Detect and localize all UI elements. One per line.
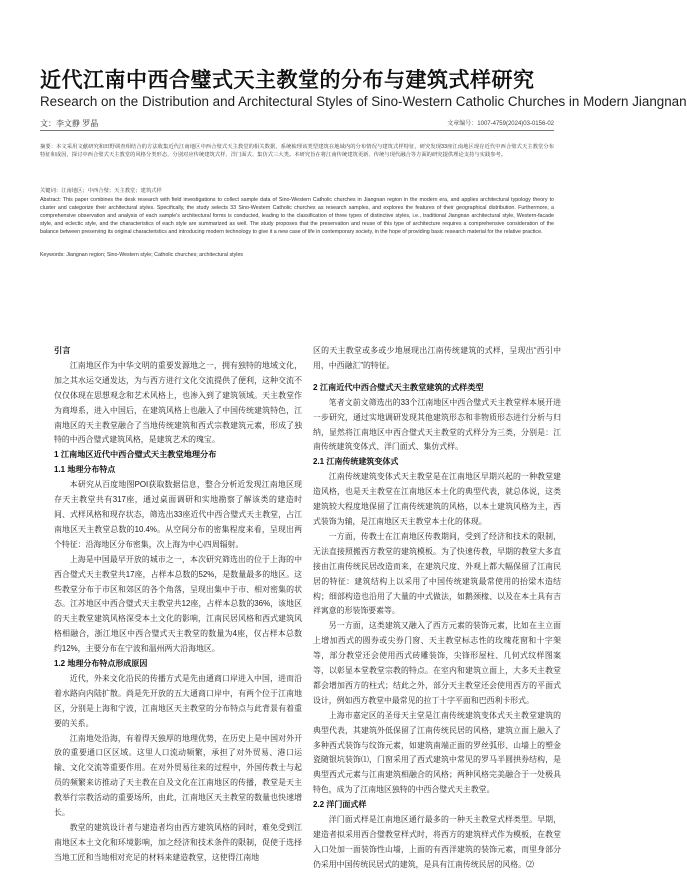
body-right-column (313, 344, 561, 873)
keywords-chinese: 关键词：江南地区；中西合璧；天主教堂；建筑式样 (40, 188, 162, 194)
header-rule (40, 130, 554, 131)
paragraph-2-1-d: 上海市嘉定区的圣母天主堂是江南传统建筑变体式天主教堂建筑的典型代表，其建筑外低保留了江南传统民居的风格，建筑立面上融入了多种西式装饰与纹饰元素，如建筑南端正面的罗丝弧形、山墙上的塑金瓷随银坑装饰⑴，门窗采用了西式建筑中常见的罗马半圆拱券结构，是典型西式元素与江南建筑相融合的风格；两种风格完美融合于一处极具特色，成为了江南地区独特的中西合璧式天主教堂。 (313, 710, 561, 795)
paragraph-2-1-c: 另一方面，这类建筑又融入了西方元素的装饰元素，比如在主立面上增加西式的圆券或尖券门窗、天主教堂标志性的玫瑰花窗和十字架等，部分教堂还会使用西式砖雕装饰，尖锋形屋柱、几何式纹样图案等，以彰显本堂教堂宗教的特点。在室内和建筑立面上，大多天主教堂都会增加西方的柱式；结此之外，部分天主教堂还会使用西方的平面式设计，例如西方教堂中最常见的拉丁十字平面和巴西利卡形式。 (313, 621, 561, 705)
heading-section-2-2: 2.2 洋门面式样 (313, 800, 367, 810)
paragraph-1-2-c: 教堂的建筑设计者与建造者均由西方建筑风格的同时，难免受到江南地区本土文化和环境影响，加之经济和技术条件的限制，促使于选择当地工匠和当地相对充足的材料来建造教堂，这使得江南地 (54, 823, 302, 862)
heading-section-1: 1 江南地区近代中西合璧式天主教堂地理分布 (54, 450, 217, 460)
heading-section-2-1: 2.1 江南传统建筑变体式 (313, 457, 399, 467)
paragraph-1-2-b: 江南地处沿海，有着得天独厚的地理优势，在历史上是中国对外开放的重要通口区区域。这里人口流动频繁，承担了对外贸易、港口运输、文化交流等重要作用。在对外贸易往来的过程中，外国传教士与起员的频繁来访推动了天主教在自及文化在江南地区的传播，教堂是天主教举行宗教活动的重要场所，由此，江南地区天主教堂的数量也快速增长。 (54, 733, 302, 818)
article-id: 文章编号：1007-4759(2024)03-0156-02 (447, 121, 554, 127)
paragraph-2-1-a: 江南传统建筑变体式天主教堂是在江南地区早期兴起的一种教堂建造风格，也是天主教堂在江南地区本土化的典型代表，就总体说，这类建筑较大程度地保留了江南传统建筑的风格，以本土建筑风格为主，西式装饰为辅，是江南地区天主教堂本土化的体现。 (313, 472, 561, 526)
paragraph-1-1-b: 上海是中国最早开放的城市之一，本次研究筛选出的位于上海的中西合璧式天主教堂共17座，占样本总数的52%，是数量最多的地区。这些教堂分布于市区和郊区的各个角落，呈现出集中于市、相对密集的状态。江苏地区中西合璧式天主教堂共12座，占样本总数的36%，该地区的天主教堂建筑风格深受本土文化的影响，江南民居风格和西式建筑风格相融合，浙江地区中西合璧式天主教堂的数量为4座，仅占样本总数约12%，主要分布在宁波和温州两大沿海地区。 (54, 554, 302, 654)
paragraph-1-2-a: 近代，外来文化沿民的传播方式是先由通商口岸进入中国，进而沿着水路向内陆扩散。尚是先开放的五大通商口岸中，有两个位于江南地区，分别是上海和宁波，江南地区天主教堂的分布特点与此背景有着重要的关系。 (54, 673, 302, 728)
keywords-english: Keywords: Jiangnan region; Sino-Western style; Catholic churches; architectural styles (40, 252, 244, 258)
paragraph-2-2-a: 洋门面式样是江南地区通行最多的一种天主教堂式样类型。早期，建造者拟采用西合璧教堂样式时，将西方的建筑样式作为模板，在教堂入口处加一面装饰性山墙，上面的有西洋建筑的装饰元素，而里身部分仍采用中国传统民居式的建筑，是具有江南传统民居的风格。⑵ (313, 815, 561, 869)
paragraph-2-a: 笔者文前文筛选出的33个江南地区中西合璧式天主教堂样本展开进一步研究，通过实地调研发现其他建筑形态和非物质形态进行分析与归纳，显然将江南地区中西合璧式天主教堂的式样分为三类，分别是：江南传统建筑变体式、洋门面式、集仿式样。 (313, 397, 561, 452)
heading-section-2: 2 江南近代中西合璧式天主教堂建筑的式样类型 (313, 382, 484, 392)
paragraph-continued: 区的天主教堂或多或少地展现出江南传统建筑的式样，呈现出“西引中用，中西融汇”的特征。 (313, 346, 561, 370)
paragraph-2-1-b: 一方面，传教士在江南地区传教期间，受到了经济和技术的限制，无法直接照搬西方教堂的建筑模板。为了快速传教，早期的教堂大多直接由江南传统民居改造而来，在建筑尺度、外观上都大幅保留了江南民居的特征：建筑结构上以采用了中国传统建筑最常使用的抬梁木造结构；细部构造也沿用了大量的中式做法，如鹅颈椽、以及在本土具有吉祥寓意的形装饰要素等。 (313, 531, 561, 616)
paragraph-1-1-a: 本研究从百度地图POI获取数据信息，整合分析近发现江南地区现存天主教堂共有317座，通过桌面调研和实地勘察了解该类的建造时间、式样风格和现存状态，筛选出33座近代中西合璧式天主教堂，占江南地区天主教堂总数的10.4%。从空间分布的密集程度来看，呈现出两个特征：沿海地区分布密集，次上海为中心四周辐射。 (54, 480, 302, 549)
authors: 文：李文静 罗晶 (40, 119, 99, 128)
paper-title-chinese: 近代江南中西合璧式天主教堂的分布与建筑式样研究 (40, 69, 535, 92)
heading-introduction: 引言 (54, 346, 71, 355)
abstract-chinese: 摘要：本文采用文献研究和田野调查相结合的方法收集近代江南地区中西合璧式天主教堂的相关数据，系统梳理该类型建筑在地域内的分布情况与建筑式样特征，研究发现33座江南地区现存近代中西合璧式天主教堂分布特征和成因，探讨中西合璧式天主教堂的风格分类形态，分别对应传统建筑式样、洋门面式、集仿式三大类。本研究旨在将江南传统建筑更新、传统与现代融合等方面的研究提供理论支持与实践参考。 (40, 144, 554, 159)
heading-section-1-2: 1.2 地理分布特点形成原因 (54, 659, 148, 669)
heading-section-1-1: 1.1 地理分布特点 (54, 465, 116, 475)
paragraph-introduction: 江南地区作为中华文明的重要发源地之一，拥有独特的地域文化，加之其水运交通发达，为与西方进行文化交流提供了便利，这种交流不仅仅体现在思想观念和艺术风格上，也渗入到了建筑领域。天主教堂作为商埠系，进入中国后，在建筑风格上也融入了中国传统建筑特色，江南地区的天主教堂融合了当地传统建筑和西式宗教建筑元素，形成了独特的中西合璧式建筑风格，是建筑艺术的瑰宝。 (54, 360, 302, 445)
abstract-english: Abstract: This paper combines the desk research with field investigations to collect sample data of Sino-Western Catholic churches in Jiangnan region in the modern era, and applies architectural typology theory to cluster and categorize their architectural styles. Specifically, the study selects 33 Sino-Western Catholic churches as research samples, and explores the features of their geographical distribution. Furthermore, a comprehensive observation and analysis of each sample's architectural forms is conducted, leading to the classification of three types of distinctive styles, i.e., traditional Jiangnan architectural style, Western-facade style, and eclectic style, and the characteristics of each style are summarized as well. The study proposes that the preservation and reuse of this type of architecture requires a comprehensive consideration of the balance between preserving its original characteristics and introducing modern technology to give it a new case of life in contemporary society, in the hope of providing basic research material for the relative practice. (40, 197, 554, 236)
paper-title-english: Research on the Distribution and Architectural Styles of Sino-Western Catholic Churches in Modern Jiangnan (40, 94, 687, 109)
body-left-column (54, 344, 302, 866)
